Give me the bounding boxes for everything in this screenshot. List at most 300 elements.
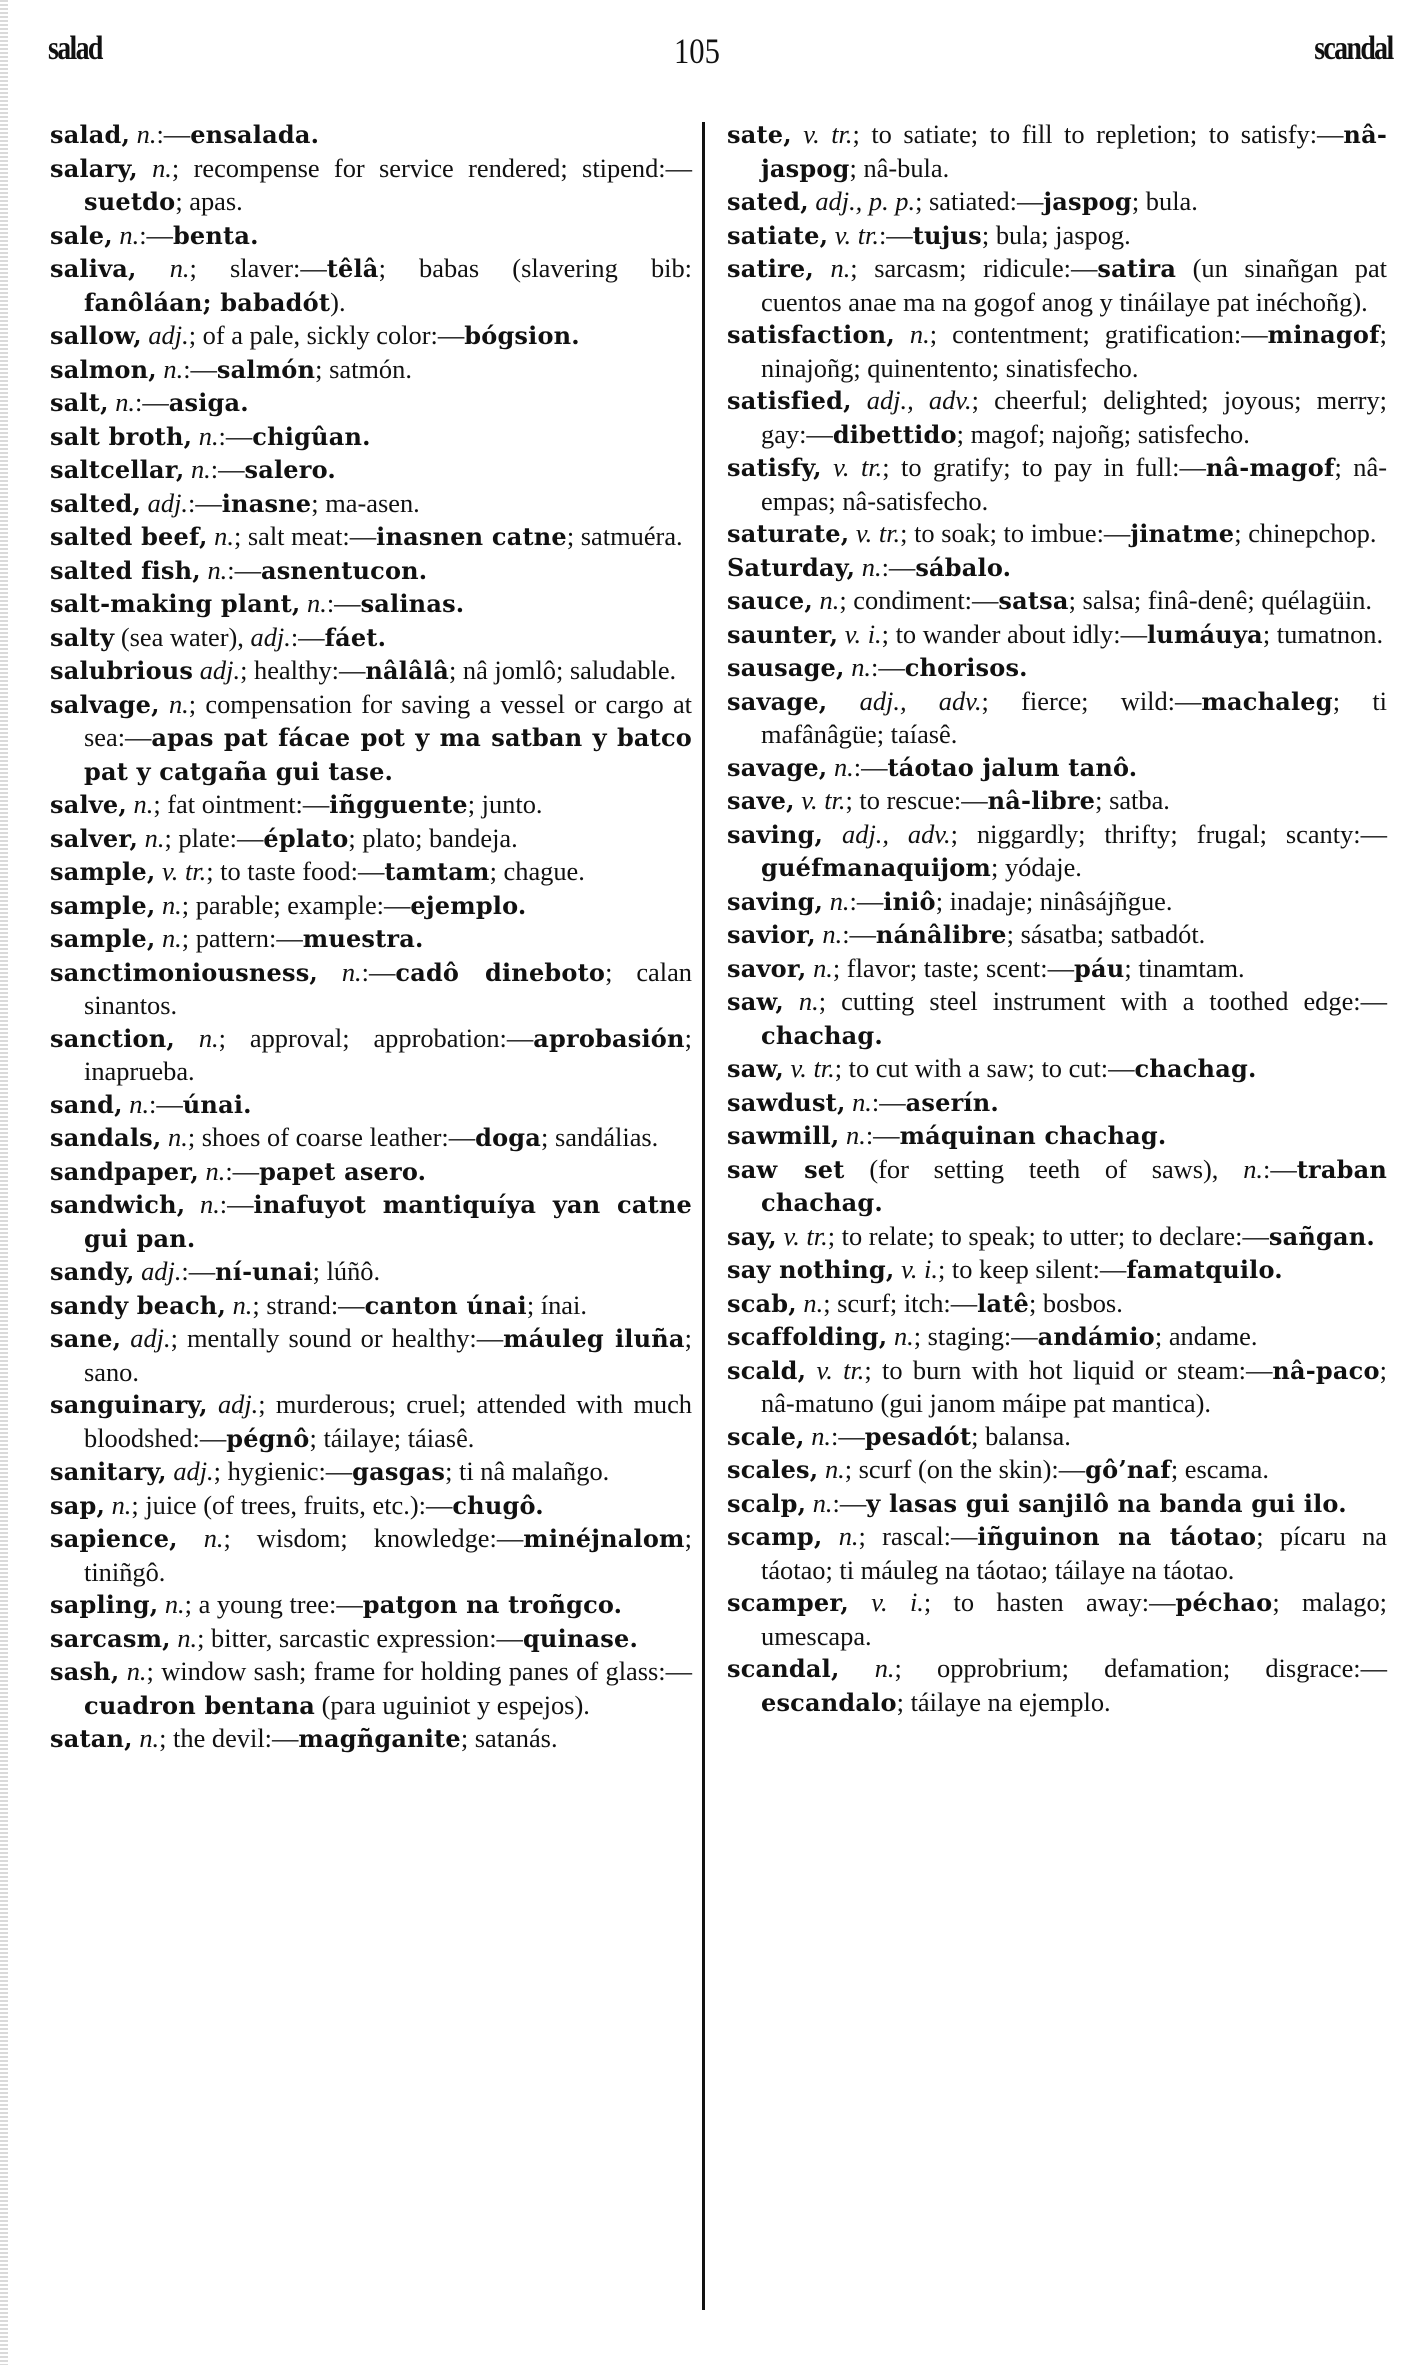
- headword: scamp,: [727, 1522, 823, 1551]
- translation: sábalo.: [915, 552, 1012, 582]
- translation: bógsion.: [464, 321, 580, 350]
- part-of-speech: n.: [815, 919, 843, 949]
- part-of-speech: v. i.: [894, 1254, 938, 1284]
- part-of-speech: adj.: [141, 487, 188, 518]
- dictionary-entry: [50, 520, 692, 554]
- headword: sap,: [50, 1490, 105, 1520]
- dictionary-entry: [50, 319, 692, 353]
- headword: satisfy,: [727, 453, 822, 482]
- part-of-speech: adj., adv.: [823, 818, 951, 849]
- dictionary-entry: [727, 1487, 1387, 1521]
- translation: minéjnalom: [523, 1524, 685, 1553]
- definition-text: :—: [149, 1088, 183, 1119]
- definition-text: ; wisdom; knowledge:—: [223, 1523, 524, 1553]
- translation: cuadron bentana: [84, 1690, 315, 1720]
- definition-text: :—: [878, 219, 913, 250]
- definition-text: :—: [853, 751, 888, 782]
- dictionary-entry: [50, 252, 692, 319]
- definition-text: ; fat ointment:—: [153, 789, 330, 819]
- part-of-speech: v. tr.: [783, 1053, 835, 1083]
- headword: sallow,: [50, 321, 142, 350]
- translation: páu: [1074, 953, 1125, 983]
- headword: sanguinary,: [50, 1390, 208, 1419]
- definition-text: :—: [135, 387, 169, 417]
- definition-text: ; opprobrium; defamation; disgrace:—: [894, 1653, 1388, 1683]
- translation: ejemplo.: [410, 890, 527, 920]
- definition-text: :—: [188, 487, 222, 518]
- translation: patgon na troñgco.: [362, 1590, 623, 1619]
- dictionary-entry: [727, 1119, 1387, 1153]
- definition-text: ; flavor; taste; scent:—: [832, 952, 1074, 983]
- definition-text: ; tiniñgô.: [84, 1523, 692, 1587]
- translation: suetdo: [84, 187, 176, 216]
- dictionary-entry: [50, 587, 692, 621]
- dictionary-entry: [727, 584, 1387, 618]
- definition-text: ; to relate; to speak; to utter; to declare:—: [827, 1220, 1269, 1251]
- part-of-speech: n.: [812, 585, 840, 615]
- definition-text: ; salsa; finâ-denê; quélagüin.: [1068, 585, 1373, 615]
- part-of-speech: n.: [192, 420, 219, 451]
- translation: nâ-jaspog: [761, 120, 1387, 183]
- dictionary-entry: [727, 985, 1387, 1052]
- definition-text: ; cheerful; delighted; joyous; merry; gay:—: [761, 385, 1387, 449]
- headword: sandpaper,: [50, 1156, 199, 1186]
- part-of-speech: v. tr.: [821, 452, 883, 482]
- part-of-speech: n.: [300, 588, 327, 618]
- headword: salve,: [50, 790, 127, 819]
- part-of-speech: n.: [122, 1088, 150, 1119]
- definition-text: ; compensation for saving a vessel or cargo at sea:—: [84, 688, 692, 752]
- part-of-speech: adj., adv.: [827, 685, 982, 716]
- headword: say,: [727, 1221, 777, 1251]
- dictionary-entry: [727, 1220, 1387, 1254]
- headword: sanction,: [50, 1023, 175, 1053]
- part-of-speech: n.: [823, 885, 850, 916]
- definition-text: ; healthy:—: [240, 655, 366, 685]
- translation: inafuyot mantiquíya yan catne gui pan.: [84, 1190, 692, 1253]
- dictionary-entry: [50, 654, 692, 688]
- definition-text: ; ínai.: [526, 1289, 587, 1320]
- headword: scald,: [727, 1355, 807, 1385]
- dictionary-entry: [50, 1655, 692, 1722]
- headword: salver,: [50, 823, 139, 853]
- dictionary-entry: [727, 1520, 1387, 1586]
- translation: chachag.: [761, 1020, 883, 1050]
- definition-text: ; rascal:—: [858, 1521, 978, 1551]
- headword: sash,: [50, 1657, 120, 1686]
- dictionary-entry: [50, 1088, 692, 1122]
- headword: satire,: [727, 254, 814, 283]
- dictionary-entry: [50, 1322, 692, 1388]
- part-of-speech: n.: [161, 1122, 188, 1152]
- translation: pesadót: [864, 1421, 972, 1451]
- definition-text: ; nâ jomlô; saludable.: [448, 655, 677, 685]
- definition-text: ; cutting steel instrument with a toothed edge:—: [818, 986, 1388, 1016]
- definition-text: ; plate:—: [164, 822, 264, 853]
- part-of-speech: n.: [226, 1289, 253, 1320]
- definition-text: ; scurf; itch:—: [823, 1287, 978, 1318]
- translation: pégnô: [226, 1423, 310, 1453]
- headword: sample,: [50, 857, 156, 886]
- translation: jinatme: [1130, 519, 1235, 548]
- translation: magñganite: [298, 1724, 461, 1753]
- translation: péchao: [1175, 1588, 1273, 1617]
- headword: scale,: [727, 1421, 805, 1451]
- headword: sandals,: [50, 1123, 162, 1152]
- definition-text: ; of a pale, sickly color:—: [188, 320, 465, 350]
- definition-text: :—: [881, 551, 916, 582]
- definition-text: :—: [139, 219, 173, 250]
- translation: chachag.: [1134, 1054, 1257, 1083]
- headword: sauce,: [727, 586, 813, 615]
- dictionary-entry: [50, 1489, 692, 1523]
- definition-text: ; bosbos.: [1028, 1287, 1123, 1318]
- definition-text: :—: [219, 1189, 254, 1219]
- headword: sandy,: [50, 1257, 135, 1286]
- headword: sandy beach,: [50, 1290, 227, 1320]
- definition-text: ; bula; jaspog.: [981, 219, 1131, 250]
- translation: lumáuya: [1146, 619, 1263, 649]
- translation: apas pat fácae pot y ma satban y batco pat y catgaña gui tase.: [84, 723, 692, 786]
- translation: asiga.: [168, 388, 249, 417]
- headword: savior,: [727, 920, 816, 949]
- definition-text: ; condiment:—: [839, 585, 999, 615]
- headword: satisfaction,: [727, 320, 895, 349]
- definition-text: ; juice (of trees, fruits, etc.):—: [131, 1489, 453, 1520]
- dictionary-entry: [727, 618, 1387, 652]
- dictionary-entry: [50, 688, 692, 789]
- definition-text: ; staging:—: [913, 1321, 1038, 1351]
- part-of-speech: n.: [126, 789, 154, 819]
- headword: saw,: [727, 1054, 784, 1083]
- headword: scab,: [727, 1288, 797, 1318]
- translation: y lasas gui sanjilô na banda gui ilo.: [866, 1488, 1347, 1518]
- part-of-speech: adj., p. p.: [808, 186, 916, 216]
- headword: sarcasm,: [50, 1623, 171, 1653]
- part-of-speech: n.: [177, 1523, 224, 1553]
- scan-edge-artifact: [0, 0, 8, 2365]
- translation: iñguinon na táotao: [977, 1522, 1257, 1551]
- translation: satira: [1097, 254, 1177, 283]
- headword: satisfied,: [727, 386, 852, 415]
- definition-text: ; pattern:—: [181, 923, 303, 953]
- translation: únai.: [182, 1089, 252, 1119]
- headword: satan,: [50, 1724, 133, 1753]
- definition-text: ; to cut with a saw; to cut:—: [834, 1053, 1135, 1083]
- dictionary-entry: [727, 818, 1387, 885]
- definition-text: ; to taste food:—: [206, 856, 385, 886]
- dictionary-entry: [50, 822, 692, 856]
- definition-text: ; slaver:—: [189, 253, 327, 283]
- part-of-speech: v. tr.: [776, 1220, 828, 1251]
- part-of-speech: v. tr.: [828, 219, 879, 250]
- definition-text: ; satmón.: [315, 353, 412, 384]
- translation: fáet.: [324, 622, 387, 652]
- definition-text: ; strand:—: [252, 1289, 365, 1320]
- translation: táotao jalum tanô.: [887, 752, 1138, 782]
- definition-text: :—: [849, 885, 884, 916]
- translation: nâlâlâ: [365, 656, 449, 685]
- definition-text: ; apas.: [175, 186, 243, 216]
- dictionary-entry: [727, 185, 1387, 219]
- translation: latê: [977, 1288, 1029, 1318]
- part-of-speech: adj.: [250, 621, 291, 652]
- part-of-speech: n.: [796, 1287, 824, 1318]
- definition-text: ; to soak; to imbue:—: [900, 518, 1131, 548]
- translation: sañgan.: [1268, 1221, 1375, 1251]
- definition-text: ; ninajoñg; quinentento; sinatisfecho.: [761, 319, 1387, 383]
- translation: papet asero.: [259, 1156, 427, 1186]
- headword: sated,: [727, 187, 809, 216]
- definition-text: :—: [210, 454, 245, 484]
- definition-text: :—: [218, 420, 253, 451]
- translation: chigûan.: [252, 421, 371, 451]
- dictionary-entry: [727, 1453, 1387, 1487]
- definition-text: ; satanás.: [460, 1723, 558, 1753]
- definition-text: ; to rescue:—: [845, 785, 988, 815]
- part-of-speech: v. i.: [848, 1587, 924, 1617]
- translation: nánâlibre: [875, 920, 1007, 949]
- part-of-speech: n.: [158, 1589, 185, 1619]
- headword: say nothing,: [727, 1255, 895, 1284]
- translation: éplato: [263, 823, 349, 853]
- definition-text: ; inadaje; ninâsájñgue.: [935, 885, 1173, 916]
- part-of-speech: n.: [855, 551, 882, 582]
- headword: savage,: [727, 686, 828, 716]
- dictionary-entry: [50, 1121, 692, 1155]
- headword: salty: [50, 622, 115, 652]
- definition-text: ; approval; approbation:—: [218, 1022, 534, 1053]
- dictionary-entry: [727, 118, 1387, 185]
- headword: sapling,: [50, 1590, 159, 1619]
- definition-text: ; pícaru na táotao; ti máuleg na táotao; táilaye na táotao.: [761, 1521, 1388, 1585]
- definition-text: ; to satiate; to fill to repletion; to satisfy:—: [852, 119, 1344, 149]
- translation: guéfmanaquijom: [761, 853, 992, 882]
- dictionary-entry: [727, 1586, 1387, 1652]
- dictionary-entry: [50, 152, 692, 219]
- definition-text: ; escama.: [1170, 1454, 1269, 1484]
- headword: scalp,: [727, 1488, 807, 1518]
- dictionary-entry: [727, 1287, 1387, 1321]
- dictionary-entry: [50, 1022, 692, 1088]
- dictionary-entry: [50, 1722, 692, 1756]
- definition-text: ; satba.: [1095, 785, 1170, 815]
- part-of-speech: n.: [894, 319, 930, 349]
- dictionary-entry: [50, 956, 692, 1022]
- headword: salubrious: [50, 656, 194, 685]
- part-of-speech: n.: [174, 1022, 219, 1053]
- translation: gasgas: [352, 1457, 446, 1486]
- part-of-speech: n.: [813, 253, 851, 283]
- headword: saw set: [727, 1154, 845, 1184]
- part-of-speech: n.: [317, 956, 362, 987]
- definition-text: ; lúñô.: [312, 1256, 381, 1286]
- dictionary-entry: [50, 353, 692, 387]
- definition-text: :—: [832, 1487, 867, 1518]
- part-of-speech: n.: [170, 1622, 198, 1653]
- definition-text: :—: [842, 919, 876, 949]
- headword: saw,: [727, 987, 784, 1016]
- translation: têlâ: [326, 254, 379, 283]
- definition-text: ; contentment; gratification:—: [929, 319, 1268, 349]
- translation: chorisos.: [904, 653, 1028, 682]
- headword: salt,: [50, 388, 109, 417]
- dictionary-entry: [727, 685, 1387, 751]
- headword: save,: [727, 786, 795, 815]
- translation: tujus: [912, 220, 982, 250]
- part-of-speech: v. tr.: [155, 856, 207, 886]
- right-column: [727, 118, 1387, 1719]
- definition-text: (para uguiniot y espejos).: [315, 1689, 590, 1720]
- dictionary-entry: [727, 1253, 1387, 1287]
- translation: traban chachag.: [761, 1154, 1387, 1217]
- headword: salted,: [50, 488, 142, 518]
- translation: aserín.: [905, 1087, 999, 1117]
- definition-text: ; babas (slavering bib:: [378, 253, 693, 283]
- definition-text: ; tinamtam.: [1124, 952, 1245, 983]
- definition-text: ; nâ-bula.: [849, 152, 950, 183]
- headword: salted fish,: [50, 555, 201, 585]
- headword: saunter,: [727, 619, 839, 649]
- dictionary-entry: [727, 1420, 1387, 1454]
- definition-text: ; chinepchop.: [1234, 518, 1377, 548]
- part-of-speech: n.: [156, 353, 184, 384]
- part-of-speech: n.: [806, 952, 833, 983]
- part-of-speech: n.: [1243, 1153, 1263, 1184]
- translation: cadô dineboto: [395, 957, 606, 987]
- translation: jaspog: [1043, 187, 1132, 216]
- definition-text: (sea water),: [114, 621, 251, 652]
- dictionary-entry: [50, 1622, 692, 1656]
- part-of-speech: n.: [137, 152, 172, 183]
- definition-text: ; to hasten away:—: [923, 1587, 1176, 1617]
- definition-text: :—: [156, 119, 191, 149]
- headword: saliva,: [50, 254, 137, 283]
- dictionary-entry: [727, 952, 1387, 986]
- translation: aprobasión: [533, 1023, 685, 1053]
- definition-text: ; satmuéra.: [566, 521, 683, 551]
- dictionary-entry: [50, 554, 692, 588]
- part-of-speech: n.: [844, 652, 871, 682]
- headword: salt broth,: [50, 421, 193, 451]
- headword: saving,: [727, 819, 824, 849]
- definition-text: ; ti mafânâgüe; taíasê.: [761, 685, 1387, 749]
- headword: savor,: [727, 953, 807, 983]
- translation: benta.: [172, 220, 259, 250]
- dictionary-entry: [50, 889, 692, 923]
- dictionary-entry: [50, 855, 692, 889]
- dictionary-entry: [727, 517, 1387, 551]
- headword: sand,: [50, 1089, 123, 1119]
- definition-text: ; window sash; frame for holding panes of glass:—: [146, 1656, 693, 1686]
- headword: scaffolding,: [727, 1322, 888, 1351]
- headword: sate,: [727, 120, 792, 149]
- definition-text: ; tumatnon.: [1262, 618, 1384, 649]
- definition-text: ; magof; najoñg; satisfecho.: [956, 418, 1250, 449]
- definition-text: :—: [1262, 1153, 1297, 1184]
- left-column: [50, 118, 692, 1756]
- translation: nâ-paco: [1272, 1355, 1380, 1385]
- definition-text: ; niggardly; thrifty; frugal; scanty:—: [950, 818, 1388, 849]
- dictionary-entry: [727, 219, 1387, 253]
- headword: salvage,: [50, 689, 160, 719]
- translation: andámio: [1037, 1322, 1155, 1351]
- dictionary-entry: [50, 420, 692, 454]
- translation: salinas.: [360, 589, 465, 618]
- part-of-speech: adj.: [193, 655, 241, 685]
- headword: saving,: [727, 886, 824, 916]
- definition-text: (un sinañgan pat cuentos anae ma na gogof anog y tináilaye pat inéchoñg).: [761, 253, 1387, 317]
- translation: doga: [475, 1123, 542, 1152]
- definition-text: ; to wander about idly:—: [881, 618, 1147, 649]
- part-of-speech: n.: [200, 554, 228, 585]
- translation: inasne: [221, 488, 312, 518]
- dictionary-entry: [50, 788, 692, 822]
- dictionary-entry: [50, 1155, 692, 1189]
- translation: minagof: [1267, 320, 1380, 349]
- definition-text: :—: [831, 1420, 865, 1451]
- dictionary-entry: [50, 219, 692, 253]
- part-of-speech: n.: [155, 923, 182, 953]
- definition-text: (for setting teeth of saws),: [844, 1153, 1244, 1184]
- part-of-speech: n.: [132, 1723, 160, 1753]
- definition-text: ; hygienic:—: [213, 1456, 353, 1486]
- translation: famatquilo.: [1126, 1255, 1283, 1284]
- definition-text: ; inaprueba.: [84, 1022, 692, 1086]
- part-of-speech: n.: [827, 751, 854, 782]
- definition-text: ; ti nâ malañgo.: [445, 1456, 610, 1486]
- headword: sandwich,: [50, 1190, 186, 1219]
- translation: gô’naf: [1085, 1455, 1171, 1484]
- part-of-speech: n.: [185, 1189, 220, 1219]
- dictionary-entry: [50, 1455, 692, 1489]
- headword: satiate,: [727, 220, 829, 250]
- definition-text: ; calan sinantos.: [84, 956, 692, 1020]
- headword: salad,: [50, 120, 131, 149]
- part-of-speech: n.: [806, 1487, 833, 1518]
- part-of-speech: n.: [155, 889, 182, 920]
- running-head-last-word: scandal: [1314, 30, 1393, 67]
- definition-text: :—: [227, 554, 261, 585]
- part-of-speech: n.: [119, 1656, 147, 1686]
- definition-text: ; a young tree:—: [184, 1589, 363, 1619]
- part-of-speech: adj.: [121, 1323, 171, 1353]
- dictionary-entry: [50, 1188, 692, 1255]
- part-of-speech: adj.: [166, 1456, 214, 1486]
- headword: saturate,: [727, 519, 850, 548]
- dictionary-entry: [727, 1320, 1387, 1354]
- part-of-speech: n.: [159, 688, 189, 719]
- translation: máuleg iluña: [503, 1324, 685, 1353]
- dictionary-entry: [727, 1153, 1387, 1220]
- dictionary-entry: [50, 386, 692, 420]
- definition-text: :—: [225, 1155, 260, 1186]
- dictionary-entry: [50, 1588, 692, 1622]
- definition-text: ; fierce; wild:—: [981, 685, 1202, 716]
- part-of-speech: n.: [130, 119, 157, 149]
- headword: scales,: [727, 1455, 819, 1484]
- part-of-speech: n.: [822, 1521, 859, 1551]
- headword: sale,: [50, 220, 113, 250]
- part-of-speech: n.: [207, 521, 234, 551]
- headword: savage,: [727, 752, 828, 782]
- definition-text: ; táilaye na ejemplo.: [896, 1686, 1111, 1717]
- definition-text: ; balansa.: [971, 1420, 1071, 1451]
- headword: sapience,: [50, 1524, 178, 1553]
- part-of-speech: n.: [804, 1420, 832, 1451]
- translation: fanôláan; babadót: [84, 287, 331, 317]
- headword: salted beef,: [50, 522, 208, 551]
